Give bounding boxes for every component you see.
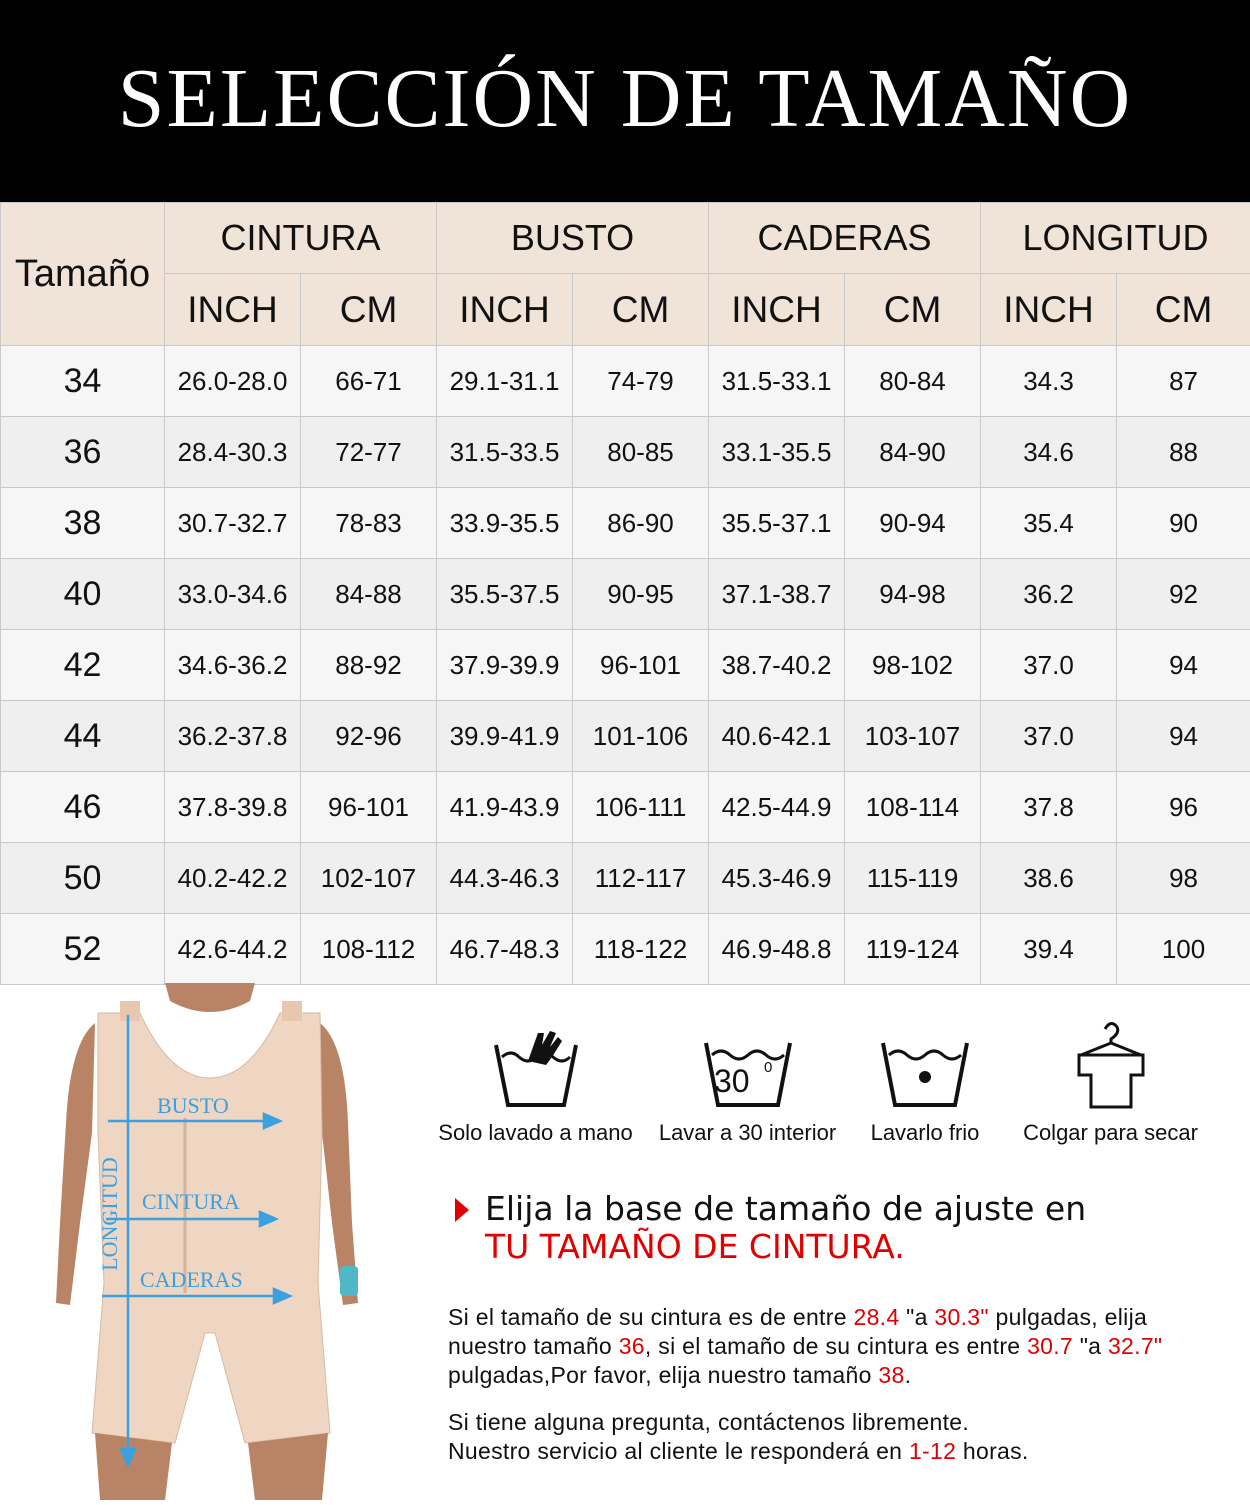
table-cell: 34.6-36.2	[165, 630, 301, 701]
table-cell: 115-119	[845, 843, 981, 914]
table-cell: 119-124	[845, 914, 981, 985]
table-cell: 90-94	[845, 488, 981, 559]
table-cell: 38.6	[981, 843, 1117, 914]
size-cell: 36	[1, 417, 165, 488]
highlight-value: 30.7	[1027, 1333, 1073, 1359]
highlight-value: 28.4	[854, 1304, 900, 1330]
group-header-cintura: CINTURA	[165, 203, 437, 274]
table-cell: 31.5-33.1	[709, 346, 845, 417]
table-cell: 40.2-42.2	[165, 843, 301, 914]
table-cell: 94-98	[845, 559, 981, 630]
table-cell: 36.2	[981, 559, 1117, 630]
headline-line-1: Elija la base de tamaño de ajuste en	[485, 1190, 1086, 1228]
care-item-cold-wash	[855, 1015, 995, 1146]
size-cell: 44	[1, 701, 165, 772]
size-cell: 52	[1, 914, 165, 985]
cintura-label: CINTURA	[142, 1189, 240, 1215]
group-header-caderas: CADERAS	[709, 203, 981, 274]
care-label: Lavar a 30 interior	[650, 1120, 845, 1146]
table-cell: 35.4	[981, 488, 1117, 559]
highlight-value: 32.7"	[1108, 1333, 1162, 1359]
table-cell: 34.3	[981, 346, 1117, 417]
busto-label: BUSTO	[157, 1093, 229, 1119]
table-cell: 33.9-35.5	[437, 488, 573, 559]
table-row	[1, 843, 1250, 914]
table-cell: 45.3-46.9	[709, 843, 845, 914]
size-cell: 42	[1, 630, 165, 701]
table-row	[1, 701, 1250, 772]
table-cell: 30.7-32.7	[165, 488, 301, 559]
size-cell: 34	[1, 346, 165, 417]
table-cell: 96-101	[301, 772, 437, 843]
highlight-value: 30.3"	[934, 1304, 988, 1330]
paragraph-text: "a	[899, 1304, 934, 1330]
paragraph-text: horas.	[956, 1438, 1028, 1464]
table-cell: 26.0-28.0	[165, 346, 301, 417]
table-cell: 35.5-37.5	[437, 559, 573, 630]
table-cell: 37.0	[981, 701, 1117, 772]
care-item-hand-wash	[438, 1015, 633, 1146]
care-label: Lavarlo frio	[855, 1120, 995, 1146]
table-cell: 112-117	[573, 843, 709, 914]
table-row	[1, 559, 1250, 630]
table-cell: 92	[1117, 559, 1250, 630]
unit-header: CM	[301, 274, 437, 346]
table-cell: 84-88	[301, 559, 437, 630]
group-header-longitud: LONGITUD	[981, 203, 1250, 274]
page-title: SELECCIÓN DE TAMAÑO	[0, 50, 1250, 147]
table-cell: 46.7-48.3	[437, 914, 573, 985]
table-cell: 98-102	[845, 630, 981, 701]
table-cell: 33.1-35.5	[709, 417, 845, 488]
care-item-hang-dry	[1018, 1015, 1203, 1146]
paragraph-text: nuestro tamaño	[448, 1333, 619, 1359]
red-arrow-icon	[455, 1198, 469, 1222]
table-row	[1, 772, 1250, 843]
size-cell: 50	[1, 843, 165, 914]
title-bar	[0, 0, 1250, 202]
size-column-header: Tamaño	[1, 203, 165, 346]
table-cell: 78-83	[301, 488, 437, 559]
table-cell: 39.9-41.9	[437, 701, 573, 772]
table-cell: 101-106	[573, 701, 709, 772]
table-cell: 74-79	[573, 346, 709, 417]
table-cell: 37.8-39.8	[165, 772, 301, 843]
table-row	[1, 630, 1250, 701]
body-illustration	[0, 983, 400, 1500]
table-cell: 118-122	[573, 914, 709, 985]
table-cell: 106-111	[573, 772, 709, 843]
cold-wash-icon	[875, 1015, 975, 1115]
table-cell: 96-101	[573, 630, 709, 701]
care-label: Solo lavado a mano	[438, 1120, 633, 1146]
table-cell: 42.5-44.9	[709, 772, 845, 843]
paragraph-text: , si el tamaño de su cintura es entre	[645, 1333, 1027, 1359]
table-cell: 80-84	[845, 346, 981, 417]
table-cell: 92-96	[301, 701, 437, 772]
table-cell: 44.3-46.3	[437, 843, 573, 914]
table-cell: 103-107	[845, 701, 981, 772]
table-cell: 90-95	[573, 559, 709, 630]
degree-mark: 0	[764, 1059, 772, 1076]
table-cell: 38.7-40.2	[709, 630, 845, 701]
size-cell: 46	[1, 772, 165, 843]
hand-wash-icon	[486, 1015, 586, 1115]
highlight-value: 1-12	[909, 1438, 956, 1464]
unit-header: INCH	[981, 274, 1117, 346]
table-cell: 39.4	[981, 914, 1117, 985]
table-cell: 40.6-42.1	[709, 701, 845, 772]
table-row	[1, 914, 1250, 985]
table-cell: 96	[1117, 772, 1250, 843]
unit-header: INCH	[165, 274, 301, 346]
table-cell: 37.8	[981, 772, 1117, 843]
table-cell: 28.4-30.3	[165, 417, 301, 488]
table-cell: 42.6-44.2	[165, 914, 301, 985]
table-row	[1, 417, 1250, 488]
unit-header: CM	[573, 274, 709, 346]
waist-guide-paragraph	[448, 1303, 1162, 1390]
paragraph-text: Nuestro servicio al cliente le responderá en	[448, 1438, 909, 1464]
paragraph-text: .	[905, 1362, 912, 1388]
highlight-value: 38	[878, 1362, 904, 1388]
unit-header: CM	[845, 274, 981, 346]
contact-paragraph	[448, 1408, 1029, 1466]
unit-header: INCH	[709, 274, 845, 346]
paragraph-text: pulgadas, elija	[989, 1304, 1147, 1330]
table-cell: 108-114	[845, 772, 981, 843]
measurement-figure	[0, 983, 400, 1500]
paragraph-text: pulgadas,Por favor, elija nuestro tamaño	[448, 1362, 878, 1388]
paragraph-text: Si el tamaño de su cintura es de entre	[448, 1304, 854, 1330]
table-cell: 98	[1117, 843, 1250, 914]
hang-dry-icon	[1061, 1015, 1161, 1115]
table-cell: 37.1-38.7	[709, 559, 845, 630]
size-cell: 38	[1, 488, 165, 559]
table-row	[1, 346, 1250, 417]
table-cell: 34.6	[981, 417, 1117, 488]
table-cell: 66-71	[301, 346, 437, 417]
table-cell: 100	[1117, 914, 1250, 985]
care-label: Colgar para secar	[1018, 1120, 1203, 1146]
longitud-label: LONGITUD	[97, 1154, 123, 1274]
highlight-value: 36	[619, 1333, 645, 1359]
table-cell: 72-77	[301, 417, 437, 488]
table-cell: 31.5-33.5	[437, 417, 573, 488]
table-cell: 80-85	[573, 417, 709, 488]
table-cell: 90	[1117, 488, 1250, 559]
table-cell: 86-90	[573, 488, 709, 559]
table-cell: 37.9-39.9	[437, 630, 573, 701]
table-cell: 88	[1117, 417, 1250, 488]
table-cell: 87	[1117, 346, 1250, 417]
fit-headline	[485, 1190, 1086, 1266]
table-cell: 84-90	[845, 417, 981, 488]
table-cell: 41.9-43.9	[437, 772, 573, 843]
paragraph-text: Si tiene alguna pregunta, contáctenos libremente.	[448, 1408, 1029, 1437]
table-cell: 108-112	[301, 914, 437, 985]
table-cell: 33.0-34.6	[165, 559, 301, 630]
headline-line-2: TU TAMAÑO DE CINTURA.	[485, 1228, 1086, 1266]
table-cell: 36.2-37.8	[165, 701, 301, 772]
table-cell: 46.9-48.8	[709, 914, 845, 985]
size-chart-table	[0, 202, 1250, 985]
table-row	[1, 488, 1250, 559]
table-cell: 102-107	[301, 843, 437, 914]
unit-header: CM	[1117, 274, 1250, 346]
table-cell: 35.5-37.1	[709, 488, 845, 559]
table-cell: 29.1-31.1	[437, 346, 573, 417]
table-cell: 94	[1117, 630, 1250, 701]
unit-header: INCH	[437, 274, 573, 346]
size-cell: 40	[1, 559, 165, 630]
temperature-label: 30	[714, 1063, 750, 1100]
table-cell: 37.0	[981, 630, 1117, 701]
table-cell: 88-92	[301, 630, 437, 701]
care-item-wash-30	[650, 1015, 845, 1146]
paragraph-text: "a	[1073, 1333, 1108, 1359]
table-cell: 94	[1117, 701, 1250, 772]
group-header-busto: BUSTO	[437, 203, 709, 274]
caderas-label: CADERAS	[140, 1267, 243, 1293]
